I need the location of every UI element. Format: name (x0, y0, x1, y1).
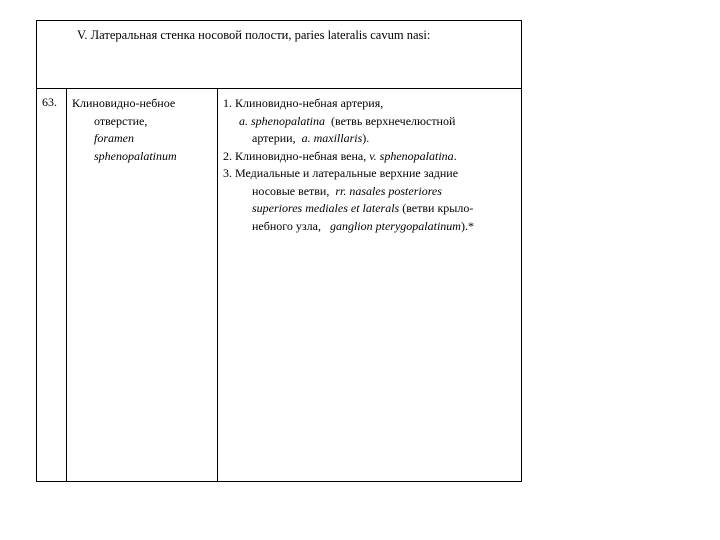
term-name-line-1: Клиновидно-небное (72, 96, 176, 110)
item-latin: a. sphenopalatina (239, 113, 325, 128)
item-text: Медиальные и латеральные верхние задние (235, 166, 459, 180)
item-note: (ветвь верхнечелюстной (331, 113, 456, 128)
table-header-row (37, 21, 521, 89)
list-item-line (223, 218, 519, 236)
list-item (223, 148, 519, 166)
list-item-line (223, 130, 519, 148)
list-item-line (223, 113, 519, 131)
item-number: 2. (223, 148, 232, 163)
item-tail: . (453, 148, 457, 163)
item-latin-2: a. maxillaris (301, 131, 363, 145)
item-latin: v. sphenopalatina (369, 148, 454, 163)
item-latin-4: ganglion pterygopalatinum (329, 218, 461, 233)
description-cell (223, 95, 519, 235)
item-note-2: артерии, (252, 131, 296, 145)
item-number: 1. (223, 96, 232, 110)
item-text: Клиновидно-небная вена, (235, 148, 367, 163)
item-line-2: носовые ветви, (252, 183, 330, 198)
section-title: V. Латеральная стенка носовой полости, paries lateralis cavum nasi: (77, 28, 431, 42)
term-cell (72, 95, 212, 165)
item-tail-2: ). (362, 131, 370, 145)
list-item-line (223, 183, 519, 201)
list-item (223, 165, 519, 183)
item-latin-3: superiores mediales et laterals (252, 201, 400, 215)
row-number: 63. (42, 95, 57, 109)
column-divider (66, 89, 67, 481)
item-text: Клиновидно-небная артерия, (235, 96, 384, 110)
item-note-3: (ветви крыло- (402, 201, 474, 215)
column-divider (217, 89, 218, 481)
term-latin-line-1: foramen (94, 131, 134, 145)
item-number: 3. (223, 166, 232, 180)
list-item (223, 95, 519, 113)
item-latin-2: rr. nasales posteriores (335, 183, 442, 198)
item-tail-4: ).* (460, 218, 474, 233)
item-line-4: небного узла, (252, 218, 321, 233)
anatomy-table (36, 20, 522, 482)
term-name-line-2: отверстие, (94, 113, 148, 128)
list-item-line (223, 200, 519, 218)
term-latin-line-2: sphenopalatinum (94, 148, 177, 163)
